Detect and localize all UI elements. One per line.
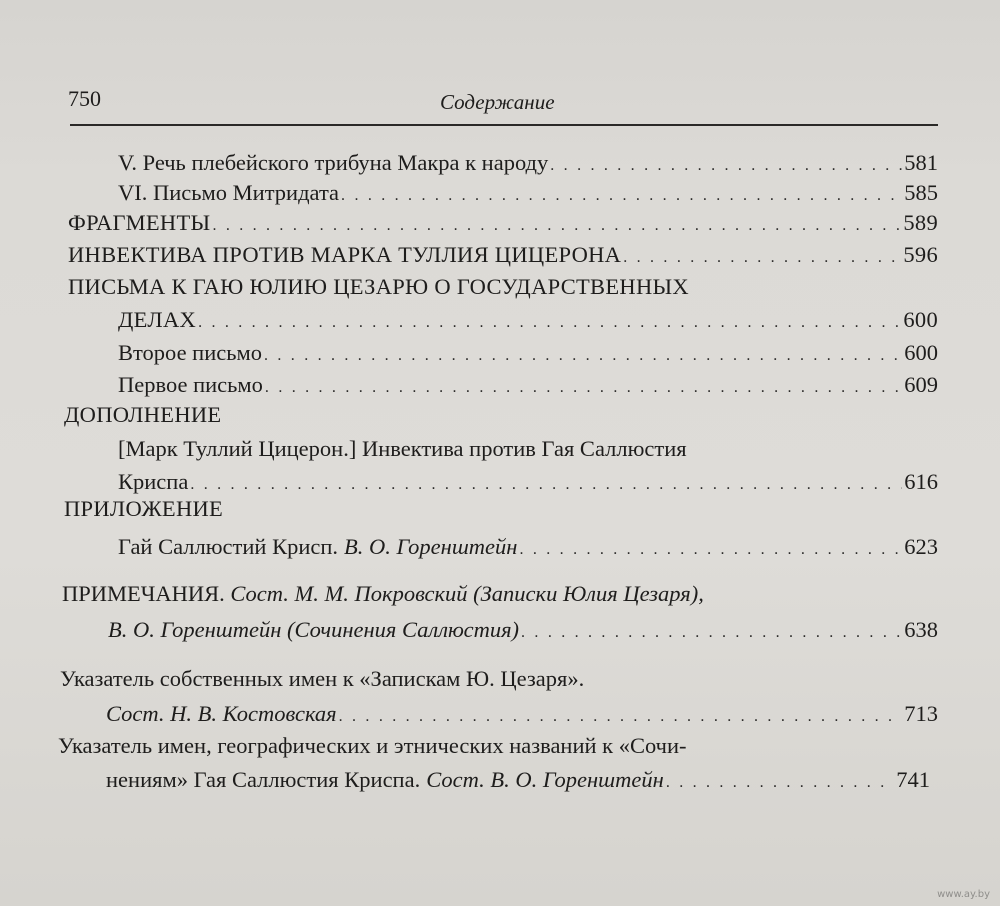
toc-entry-line (62, 578, 704, 610)
entry-page: 609 (904, 372, 938, 397)
toc-entry-line: Указатель имен, географических и этнических названий к «Сочи- (58, 733, 687, 758)
toc-entry-line: [Марк Туллий Цицерон.] Инвектива против Гая Саллюстия (118, 436, 687, 461)
toc-entry (106, 698, 938, 730)
entry-page: 600 (903, 307, 938, 332)
toc-entry (118, 466, 938, 498)
entry-title: ИНВЕКТИВА ПРОТИВ МАРКА ТУЛЛИЯ ЦИЦЕРОНА (68, 242, 622, 267)
entry-title: Криспа (118, 469, 189, 494)
entry-author: В. О. Горенштейн (344, 534, 518, 559)
entry-title: V. Речь плебейского трибуна Макра к народу (118, 150, 549, 175)
watermark: www.ay.by (937, 889, 990, 900)
leader-dots (265, 372, 902, 404)
toc-entry (118, 304, 938, 336)
entry-page: 623 (904, 534, 938, 559)
entry-page: 713 (904, 701, 938, 726)
entry-page: 600 (904, 340, 938, 365)
header-rule (70, 124, 938, 126)
toc-entry (118, 369, 938, 401)
entry-page: 596 (903, 242, 938, 267)
running-head: Содержание (440, 90, 555, 114)
entry-author: В. О. Горенштейн (Сочинения Саллюстия) (108, 617, 520, 642)
entry-title: ДЕЛАХ (118, 307, 197, 332)
leader-dots (666, 767, 894, 799)
leader-dots (339, 701, 903, 733)
entry-page: 585 (904, 180, 938, 205)
entry-title: Второе письмо (118, 340, 262, 365)
page-number: 750 (68, 86, 101, 111)
toc-entry (118, 177, 938, 209)
leader-dots (519, 534, 902, 566)
entry-title: VI. Письмо Митридата (118, 180, 340, 205)
entry-page: 589 (903, 210, 938, 235)
toc-entry-line: ПИСЬМА К ГАЮ ЮЛИЮ ЦЕЗАРЮ О ГОСУДАРСТВЕННЫХ (68, 274, 689, 299)
entry-title: Первое письмо (118, 372, 263, 397)
entry-page: 616 (904, 469, 938, 494)
toc-entry (68, 239, 938, 271)
entry-author: Сост. Н. В. Костовская (106, 701, 337, 726)
toc-entry (68, 207, 938, 239)
entry-title: нениям» Гая Саллюстия Криспа. (106, 767, 421, 792)
entry-page: 741 (896, 767, 930, 792)
leader-dots (190, 469, 902, 501)
toc-entry (118, 531, 938, 563)
entry-page: 581 (904, 150, 938, 175)
leader-dots (198, 307, 901, 339)
leader-dots (264, 340, 902, 372)
toc-section-heading: ДОПОЛНЕНИЕ (64, 402, 222, 427)
leader-dots (623, 242, 901, 274)
entry-page: 638 (904, 617, 938, 642)
toc-entry-line: Указатель собственных имен к «Запискам Ю. Цезаря». (60, 666, 585, 691)
entry-author: Сост. М. М. Покровский (Записки Юлия Цезаря), (230, 581, 704, 606)
toc-section-heading: ПРИЛОЖЕНИЕ (64, 496, 224, 521)
toc-entry (108, 614, 938, 646)
leader-dots (521, 617, 902, 649)
toc-entry (118, 147, 938, 179)
toc-entry (118, 337, 938, 369)
entry-title: ПРИМЕЧАНИЯ. (62, 581, 225, 606)
entry-title: ФРАГМЕНТЫ (68, 210, 211, 235)
toc-entry (106, 764, 930, 796)
entry-author: Сост. В. О. Горенштейн (426, 767, 664, 792)
entry-title: Гай Саллюстий Крисп. (118, 534, 339, 559)
leader-dots (212, 210, 901, 242)
